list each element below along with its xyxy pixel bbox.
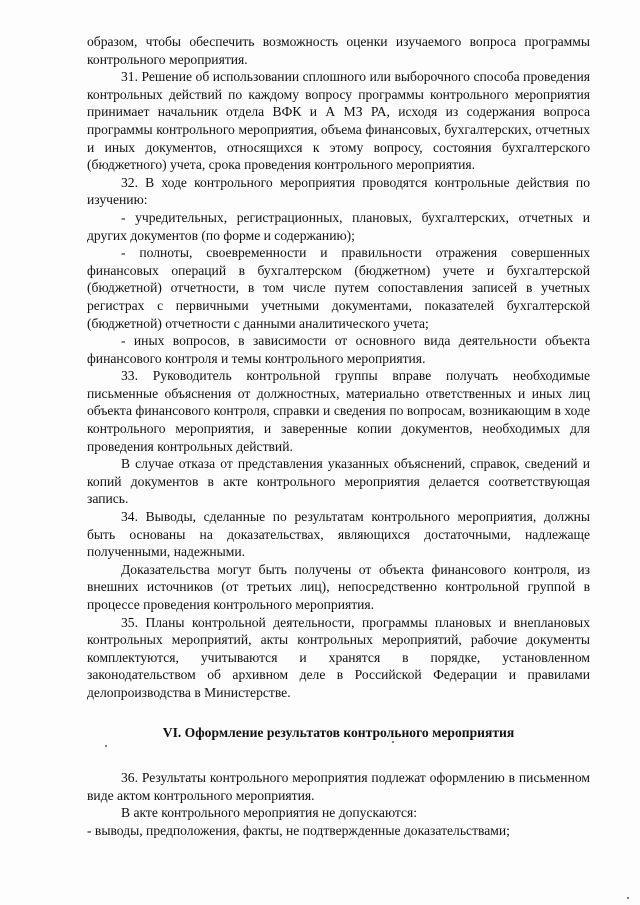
list-item-documents: - учредительных, регистрационных, плановых, бухгалтерских, отчетных и других документов (по форме и содержанию);: [87, 209, 590, 243]
paragraph-34: 34. Выводы, сделанные по результатам контрольного мероприятия, должны быть основаны на доказательствах, являющихся достаточными, надлежаще полученными, надежными.: [87, 509, 590, 560]
paragraph-not-allowed: В акте контрольного мероприятия не допускаются:: [121, 805, 418, 821]
scan-speck: [105, 745, 107, 747]
scan-speck: [627, 897, 629, 899]
paragraph-36: 36. Результаты контрольного мероприятия подлежат оформлению в письменном виде актом контрольного мероприятия.: [87, 770, 590, 803]
paragraph-refusal: В случае отказа от представления указанных объяснений, справок, сведений и копий документов в акте контрольного мероприятия делается соответствующая запись.: [87, 456, 590, 507]
paragraph-33: 33. Руководитель контрольной группы вправе получать необходимые письменные объяснения от должностных, материально ответственных и иных лиц объекта финансового контроля, справки и сведения по вопросам, возникающим в ходе контрольного мероприятия, и заверенные копии документов, необходимых для проведения контрольных действий.: [87, 368, 590, 454]
document-body: [87, 33, 590, 840]
paragraph-32: 32. В ходе контрольного мероприятия проводятся контрольные действия по изучению:: [87, 174, 590, 208]
paragraph-31: 31. Решение об использовании сплошного или выборочного способа проведения контрольных действий по каждому вопросу программы контрольного мероприятия принимает начальник отдела ВФК и А МЗ РА, исходя из содержания вопроса программы контрольного мероприятия, объема финансовых, бухгалтерских, отчетных и иных документов, относящихся к этому вопросу, состояния бухгалтерского (бюджетного) учета, срока проведения контрольного мероприятия.: [87, 69, 590, 173]
list-item-other-questions: - иных вопросов, в зависимости от основного вида деятельности объекта финансового контроля и темы контрольного мероприятия.: [87, 333, 590, 366]
paragraph-35: 35. Планы контрольной деятельности, программы плановых и внеплановых контрольных мероприятий, акты контрольных мероприятий, рабочие документы комплектуются, учитываются и хранятся в порядке, установленном законодательством об архивном деле в Российской Федерации и правилами делопроизводства в Министерстве.: [87, 614, 590, 700]
scan-speck: [392, 741, 394, 743]
paragraph-evidence: Доказательства могут быть получены от объекта финансового контроля, из внешних источников (от третьих лиц), непосредственно контрольной группой в процессе проведения контрольного мероприятия.: [87, 561, 590, 612]
list-item-completeness: - полноты, своевременности и правильности отражения совершенных финансовых операций в бухгалтерском (бюджетном) учете и бухгалтерской (бюджетной) отчетности, в том числе путем сопоставления записей в учетных регистрах с первичными учетными документами, показателей бухгалтерской (бюджетной) отчетности с данными аналитического учета;: [87, 245, 590, 331]
list-item-unconfirmed: - выводы, предположения, факты, не подтвержденные доказательствами;: [87, 822, 510, 838]
paragraph-continuation: образом, чтобы обеспечить возможность оценки изучаемого вопроса программы контрольного мероприятия.: [87, 34, 590, 67]
section-heading: VI. Оформление результатов контрольного мероприятия: [162, 724, 515, 740]
